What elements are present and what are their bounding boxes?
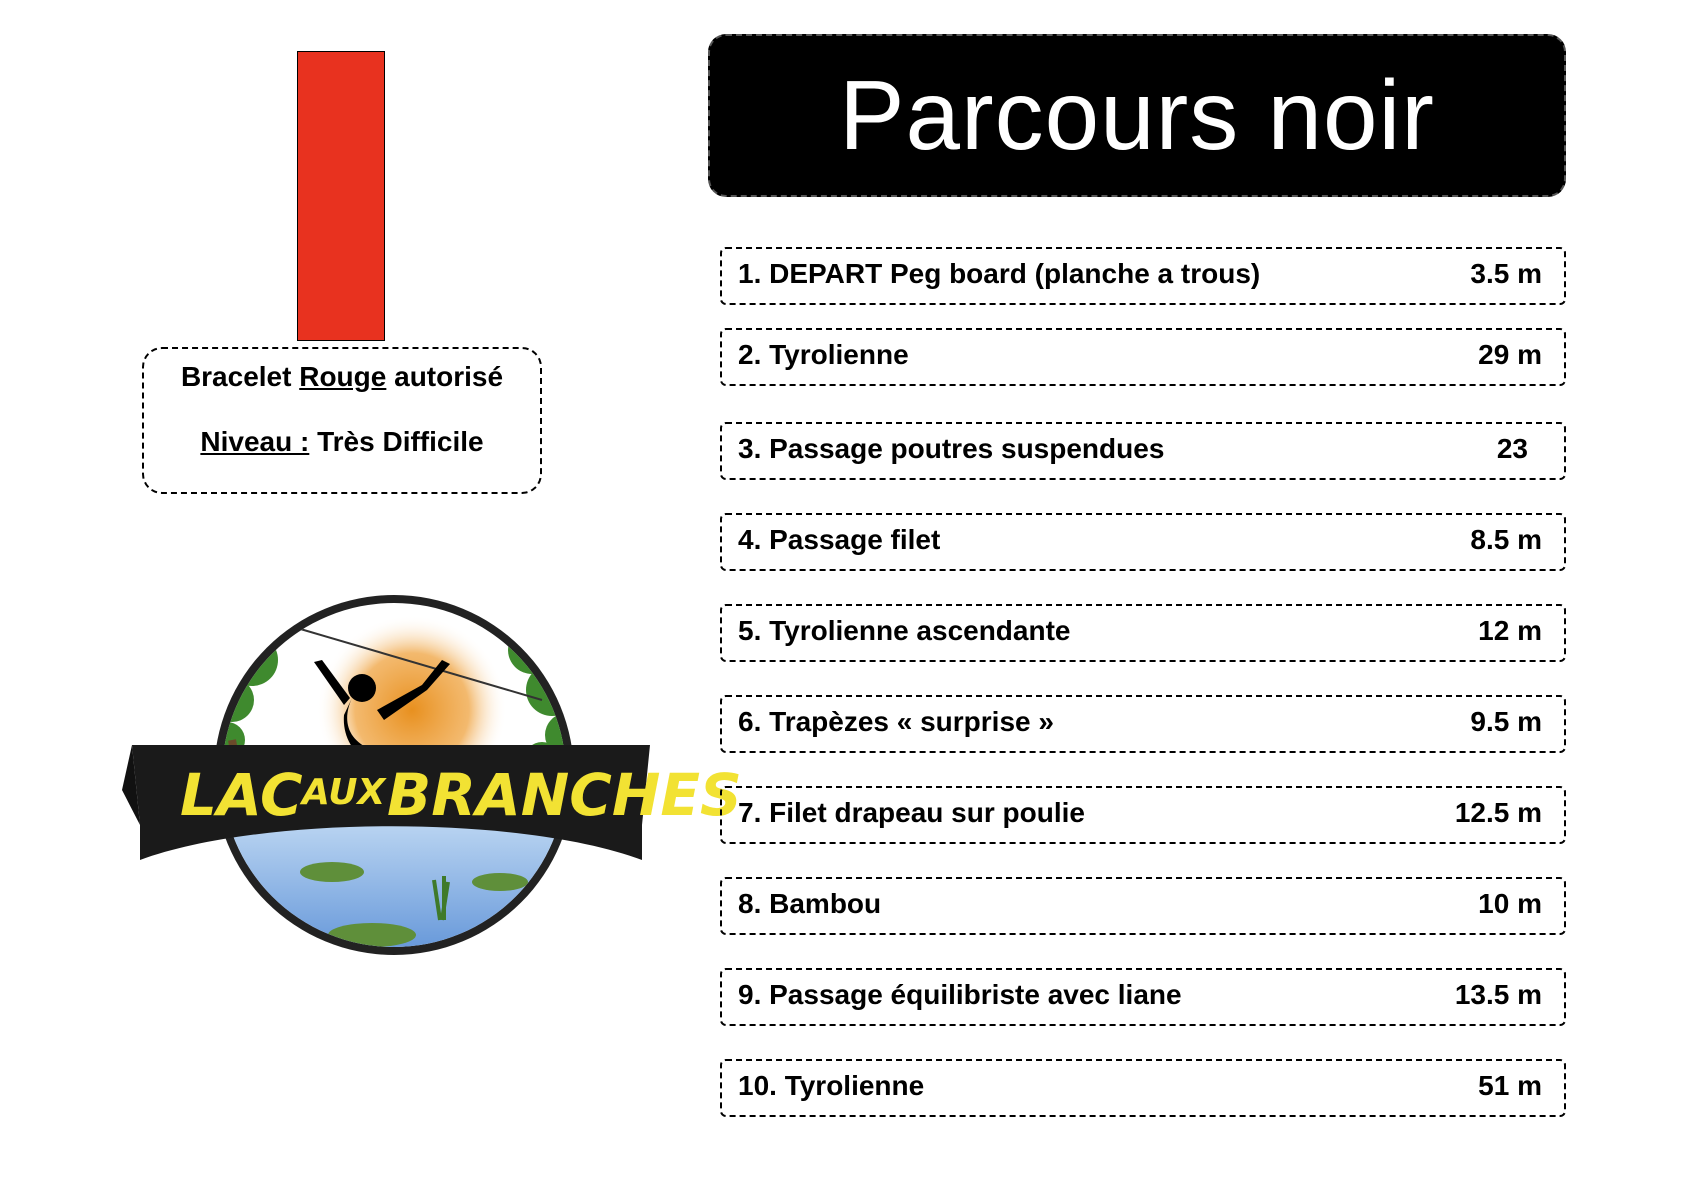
item-length: 51 m [1478, 1070, 1542, 1101]
course-item [720, 247, 1566, 305]
bracelet-info-box [142, 347, 542, 494]
item-length: 29 m [1478, 339, 1542, 370]
logo-text-branches: BRANCHES [387, 761, 742, 829]
item-length: 12.5 m [1454, 797, 1542, 828]
logo-text-aux: AUX [302, 772, 386, 813]
course-item [720, 604, 1566, 662]
item-length: 9.5 m [1470, 706, 1542, 737]
item-length: 23 [1496, 433, 1528, 464]
lac-aux-branches-logo [122, 590, 742, 960]
item-length: 8.5 m [1470, 524, 1542, 555]
bracelet-line [144, 361, 540, 393]
logo-text-lac: LAC [180, 761, 303, 829]
item-label: 4. Passage filet [738, 524, 941, 555]
course-item [720, 877, 1566, 935]
item-label: 1. DEPART Peg board (planche a trous) [738, 258, 1261, 289]
course-item [720, 968, 1566, 1026]
course-item [720, 328, 1566, 386]
course-item [720, 513, 1566, 571]
item-label: 3. Passage poutres suspendues [738, 433, 1165, 464]
item-label: 7. Filet drapeau sur poulie [738, 797, 1085, 828]
item-label: 9. Passage équilibriste avec liane [738, 979, 1182, 1010]
course-item [720, 422, 1566, 480]
bracelet-color-swatch [297, 51, 385, 341]
item-length: 13.5 m [1454, 979, 1542, 1010]
item-length: 3.5 m [1470, 258, 1542, 289]
item-label: 6. Trapèzes « surprise » [738, 706, 1054, 737]
course-item [720, 786, 1566, 844]
course-item [720, 1059, 1566, 1117]
level-line [144, 426, 540, 458]
bracelet-color-name: Rouge [299, 361, 387, 392]
level-label: Niveau : [200, 426, 310, 457]
item-length: 10 m [1478, 888, 1542, 919]
item-length: 12 m [1478, 615, 1542, 646]
item-label: 2. Tyrolienne [738, 339, 909, 370]
page-title: Parcours noir [708, 34, 1566, 197]
item-label: 10. Tyrolienne [738, 1070, 925, 1101]
item-label: 8. Bambou [738, 888, 882, 919]
bracelet-suffix: autorisé [386, 361, 504, 392]
item-label: 5. Tyrolienne ascendante [738, 615, 1071, 646]
course-item [720, 695, 1566, 753]
bracelet-prefix: Bracelet [180, 361, 300, 392]
level-value: Très Difficile [309, 426, 484, 457]
